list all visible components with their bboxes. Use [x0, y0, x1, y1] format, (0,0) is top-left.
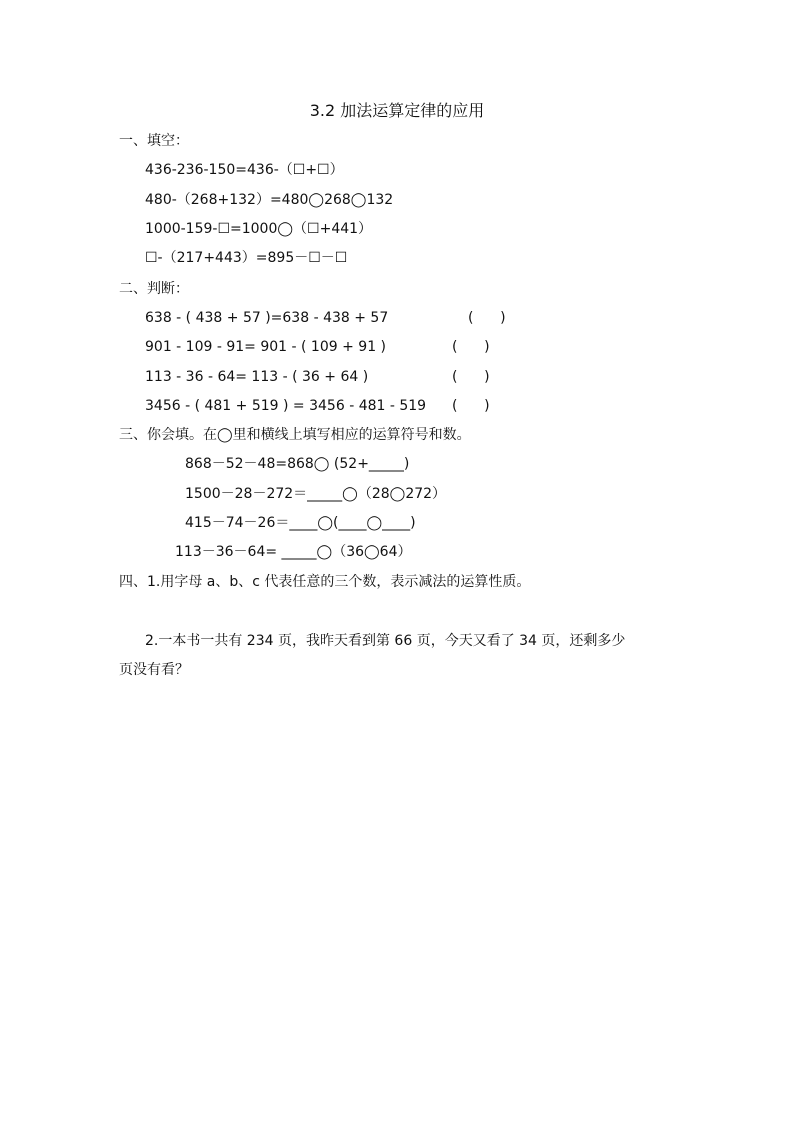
section1-item-3: 1000-159-☐=1000◯（☐+441） [145, 221, 373, 237]
answer-paren-2[interactable]: ( ) [452, 339, 490, 355]
section1-heading: 一、填空： [119, 133, 189, 149]
section2-item-2: 901 - 109 - 91= 901 - ( 109 + 91 ) [145, 339, 387, 355]
section4-question-2-line-1: 2.一本书一共有 234 页，我昨天看到第 66 页，今天又看了 34 页，还剩多少 [145, 633, 626, 649]
section2-item-1: 638 - ( 438 + 57 )=638 - 438 + 57 [145, 310, 389, 326]
section1-item-1: 436-236-150=436-（☐+☐） [145, 162, 344, 178]
section1-item-4: ☐-（217+443）=895－☐－☐ [145, 250, 348, 266]
section1-item-2: 480-（268+132）=480◯268◯132 [145, 192, 394, 208]
answer-paren-1[interactable]: ( ) [468, 310, 506, 326]
section2-item-3: 113 - 36 - 64= 113 - ( 36 + 64 ) [145, 369, 369, 385]
answer-paren-3[interactable]: ( ) [452, 369, 490, 385]
answer-paren-4[interactable]: ( ) [452, 398, 490, 414]
section3-item-1: 868－52－48=868◯ (52+_____) [185, 456, 410, 472]
page-title: 3.2 加法运算定律的应用 [309, 101, 485, 120]
section3-item-4: 113－36－64= _____◯（36◯64） [175, 544, 412, 560]
section4-question-2-line-2: 页没有看？ [119, 662, 189, 678]
section3-item-2: 1500－28－272＝_____◯（28◯272） [185, 486, 447, 502]
section4-question-1: 四、1.用字母 a、b、c 代表任意的三个数，表示减法的运算性质。 [119, 574, 531, 590]
section2-heading: 二、判断： [119, 281, 189, 297]
section2-item-4: 3456 - ( 481 + 519 ) = 3456 - 481 - 519 [145, 398, 427, 414]
section3-item-3: 415－74－26＝____◯(____◯____) [185, 515, 416, 531]
section3-heading: 三、你会填。在◯里和横线上填写相应的运算符号和数。 [119, 427, 471, 443]
